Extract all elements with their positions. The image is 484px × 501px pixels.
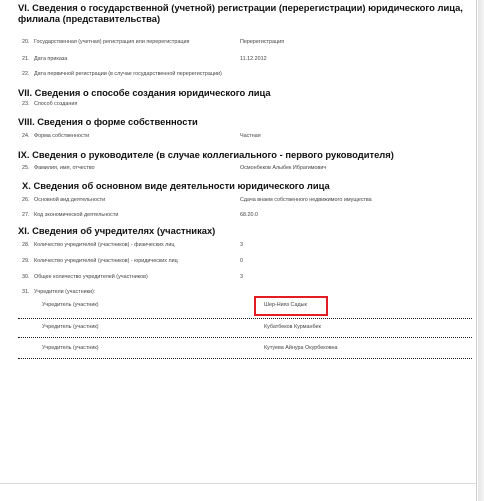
row-25-label: Фамилия, имя, отчество <box>34 165 95 171</box>
founder-label: Учредитель (участник) <box>42 302 99 308</box>
founder-label: Учредитель (участник) <box>42 324 99 330</box>
page-right-border <box>476 0 477 501</box>
section-x-heading: X. Сведения об основном виде деятельности юридического лица <box>22 180 330 191</box>
row-26-label: Основной вид деятельности <box>34 197 106 203</box>
row-28-number: 28. <box>22 242 30 248</box>
row-22-number: 22. <box>22 71 30 77</box>
section-vi-heading: VI. Сведения о государственной (учетной) регистрации (перерегистрации) юридического лица, филиала (представительства) <box>18 2 463 24</box>
row-27-value: 68.20.0 <box>240 212 258 218</box>
row-23-number: 23. <box>22 101 30 107</box>
row-25-number: 25. <box>22 165 30 171</box>
row-30-value: 3 <box>240 274 243 280</box>
row-20-label: Государственная (учетная) регистрация или перерегистрация <box>34 39 190 45</box>
founder-label: Учредитель (участник) <box>42 345 99 351</box>
section-ix-heading: IX. Сведения о руководителе (в случае коллегиального - первого руководителя) <box>18 149 394 160</box>
page-edge-shadow <box>478 0 484 501</box>
row-21-number: 21. <box>22 56 30 62</box>
row-21-value: 11.12.2012 <box>240 56 267 62</box>
row-24-number: 24. <box>22 133 30 139</box>
row-28-value: 3 <box>240 242 243 248</box>
highlight-box <box>254 296 328 316</box>
row-24-label: Форма собственности <box>34 133 90 139</box>
row-24-value: Частная <box>240 133 261 139</box>
row-22-label: Дата первичной регистрации (в случае государственной перерегистрации) <box>34 71 222 77</box>
row-31-label: Учредители (участники): <box>34 289 96 295</box>
dotted-separator <box>18 358 472 359</box>
row-27-label: Код экономической деятельности <box>34 212 119 218</box>
section-xi-heading: XI. Сведения об учредителях (участниках) <box>18 225 216 236</box>
row-30-number: 30. <box>22 274 30 280</box>
row-23-label: Способ создания <box>34 101 78 107</box>
row-31-number: 31. <box>22 289 30 295</box>
section-vii-heading: VII. Сведения о способе создания юридического лица <box>18 87 271 98</box>
founder-name: Кутуева Айнура Окурбековна <box>264 345 338 351</box>
row-20-number: 20. <box>22 39 30 45</box>
founder-name: Кубатбеков Курманбек <box>264 324 321 330</box>
row-26-number: 26. <box>22 197 30 203</box>
dotted-separator <box>18 318 472 319</box>
row-21-label: Дата приказа <box>34 56 68 62</box>
page-bottom-border <box>0 483 476 484</box>
row-25-value: Осмонбеков Алыбек Ибрагимович <box>240 165 327 171</box>
row-29-value: 0 <box>240 258 243 264</box>
row-26-value: Сдача внаем собственного недвижимого имущества <box>240 197 372 203</box>
row-29-label: Количество учредителей (участников) - юридических лиц <box>34 258 178 264</box>
row-20-value: Перерегистрация <box>240 39 285 45</box>
row-27-number: 27. <box>22 212 30 218</box>
row-28-label: Количество учредителей (участников) - физических лиц <box>34 242 175 248</box>
founder-name: Шер-Нияз Садык <box>264 302 307 308</box>
row-30-label: Общее количество учредителей (участников) <box>34 274 148 280</box>
row-29-number: 29. <box>22 258 30 264</box>
section-viii-heading: VIII. Сведения о форме собственности <box>18 116 198 127</box>
dotted-separator <box>18 337 472 338</box>
